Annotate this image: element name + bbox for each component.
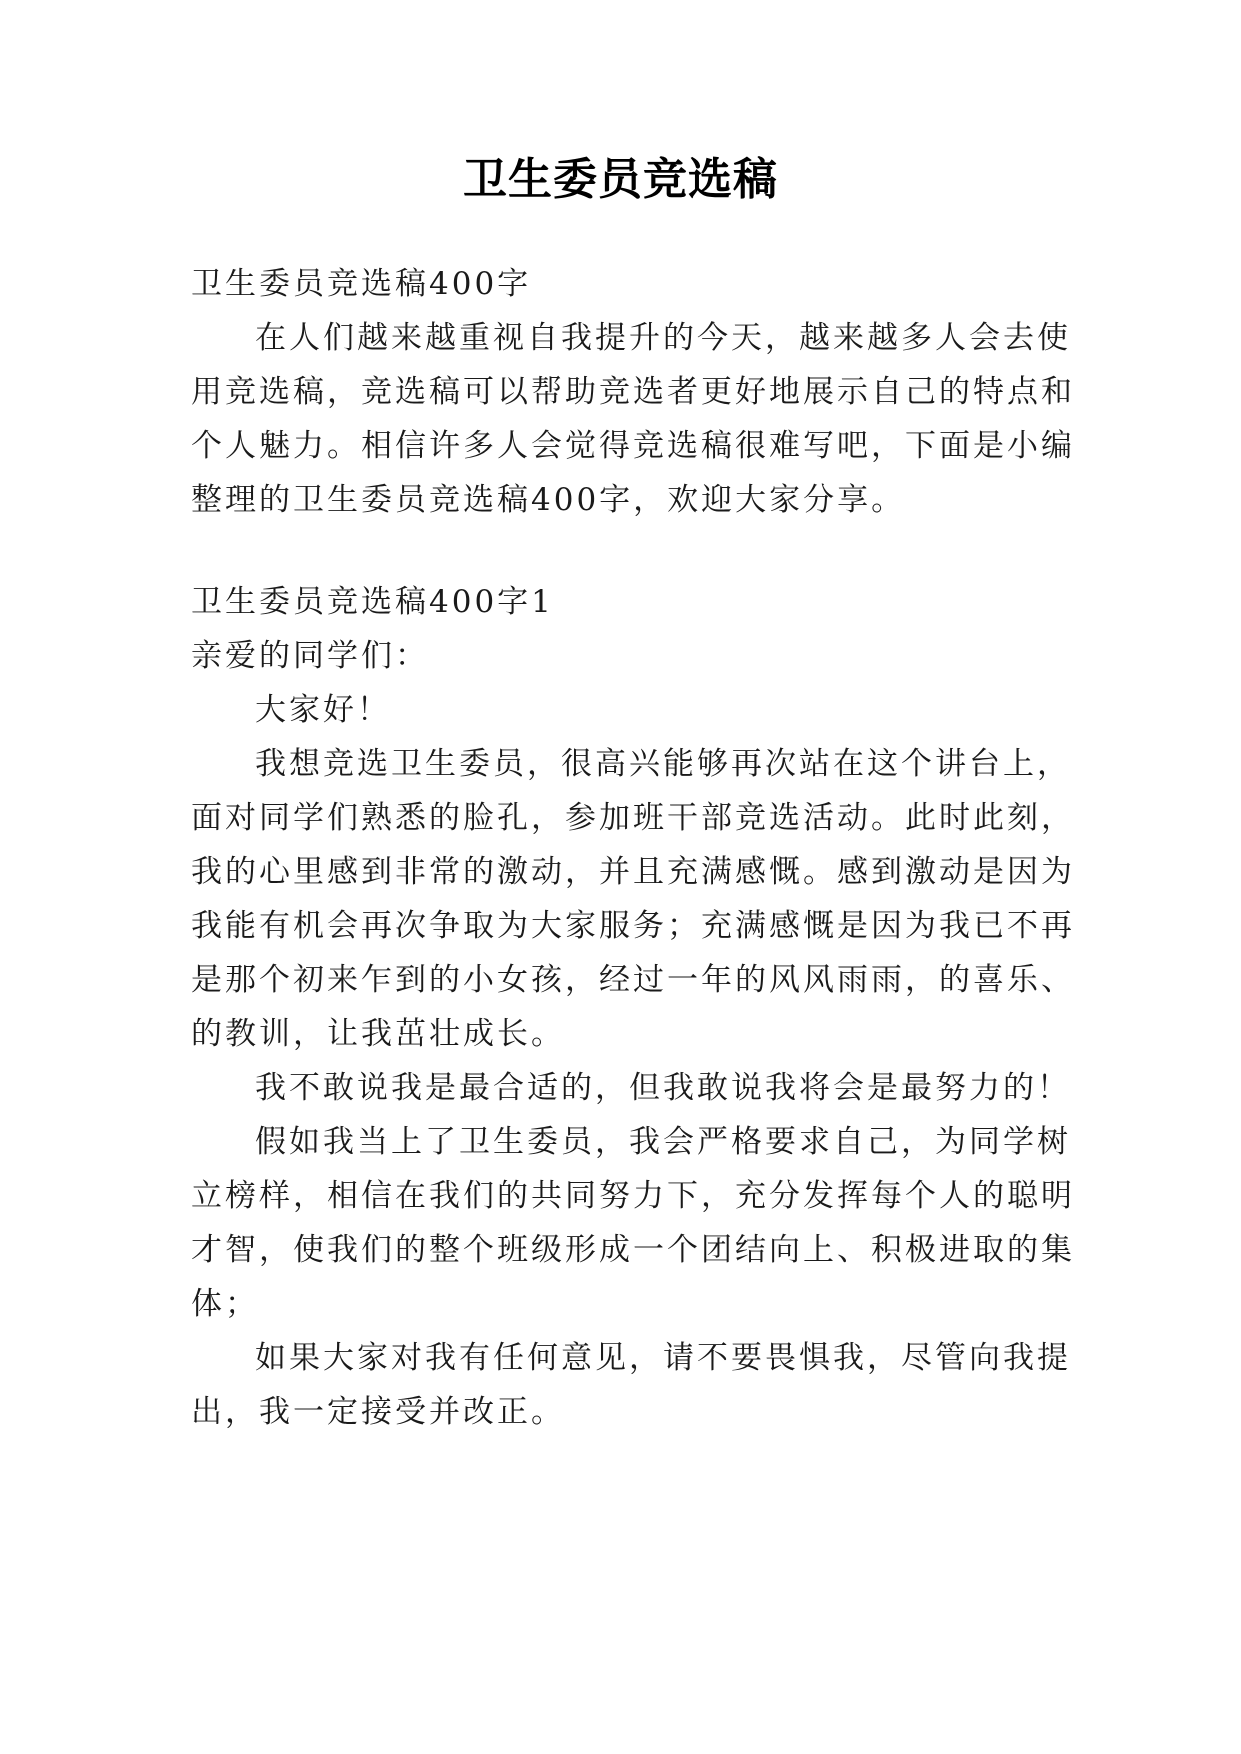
paragraph-line: 个人魅力。相信许多人会觉得竞选稿很难写吧，下面是小编 (191, 428, 1075, 464)
paragraph-line: 我能有机会再次争取为大家服务；充满感慨是因为我已不再 (191, 908, 1075, 944)
paragraph-line: 假如我当上了卫生委员，我会严格要求自己，为同学树 (255, 1124, 1071, 1160)
paragraph-line: 整理的卫生委员竞选稿400字，欢迎大家分享。 (191, 482, 906, 518)
paragraph-line: 出，我一定接受并改正。 (191, 1394, 565, 1430)
greeting-line: 大家好！ (255, 692, 391, 728)
paragraph-line: 立榜样，相信在我们的共同努力下，充分发挥每个人的聪明 (191, 1178, 1075, 1214)
paragraph-line: 面对同学们熟悉的脸孔，参加班干部竞选活动。此时此刻， (191, 800, 1075, 836)
document-title: 卫生委员竞选稿 (463, 154, 778, 205)
salutation-line: 亲爱的同学们： (191, 638, 429, 674)
paragraph-line: 的教训，让我茁壮成长。 (191, 1016, 565, 1052)
subtitle-line: 卫生委员竞选稿400字 (191, 266, 532, 302)
paragraph-line: 是那个初来乍到的小女孩，经过一年的风风雨雨，的喜乐、 (191, 962, 1075, 998)
paragraph-line: 我不敢说我是最合适的，但我敢说我将会是最努力的！ (255, 1070, 1071, 1106)
paragraph-line: 如果大家对我有任何意见，请不要畏惧我，尽管向我提 (255, 1340, 1071, 1376)
paragraph-line: 体； (191, 1286, 259, 1322)
section-heading: 卫生委员竞选稿400字1 (191, 584, 554, 620)
paragraph-line: 在人们越来越重视自我提升的今天，越来越多人会去使 (255, 320, 1071, 356)
paragraph-line: 才智，使我们的整个班级形成一个团结向上、积极进取的集 (191, 1232, 1075, 1268)
paragraph-line: 我的心里感到非常的激动，并且充满感慨。感到激动是因为 (191, 854, 1075, 890)
paragraph-line: 用竞选稿，竞选稿可以帮助竞选者更好地展示自己的特点和 (191, 374, 1075, 410)
paragraph-line: 我想竞选卫生委员，很高兴能够再次站在这个讲台上， (255, 746, 1071, 782)
